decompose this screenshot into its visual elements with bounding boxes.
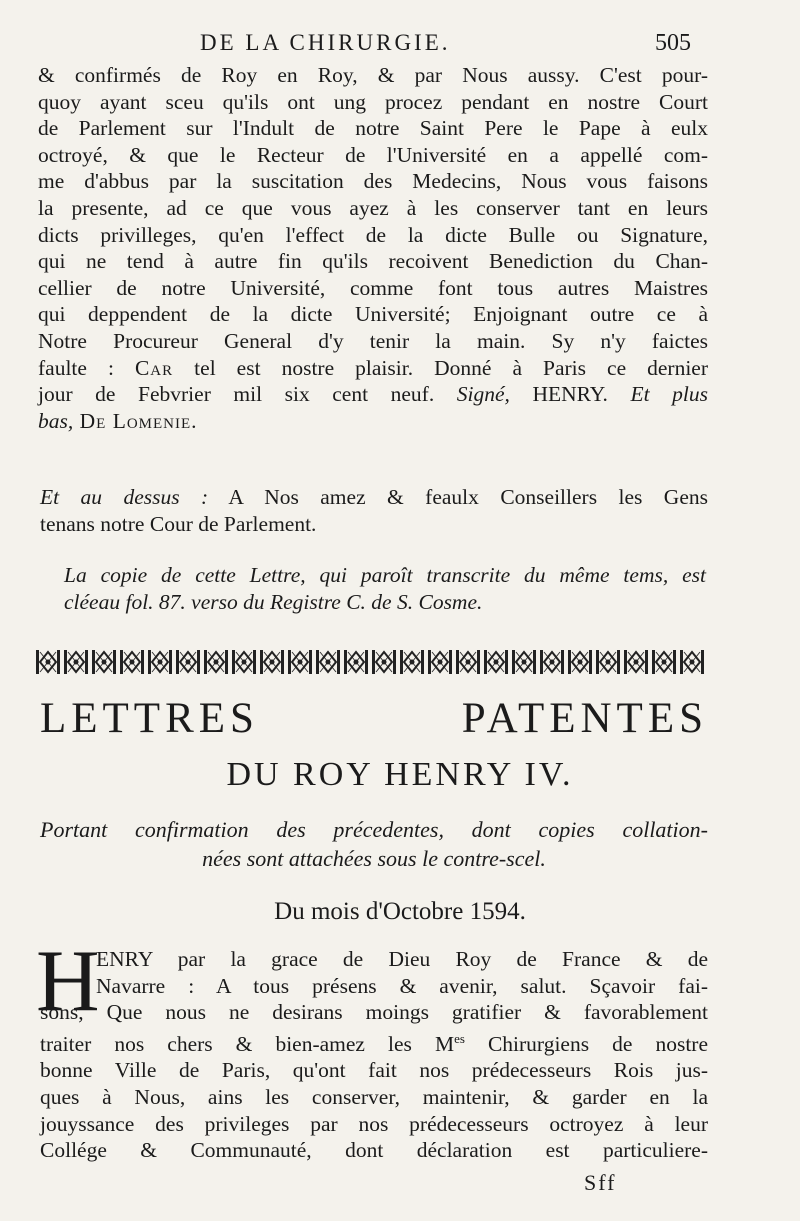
text-line: me d'abbus par la suscitation des Medecins, Nous vous faisons xyxy=(38,169,708,194)
ornament-pattern xyxy=(36,650,704,674)
title-summary xyxy=(40,815,708,873)
fleuron-icon xyxy=(176,650,200,674)
fleuron-icon xyxy=(624,650,648,674)
section-subtitle: DU ROY HENRY IV. xyxy=(226,756,574,793)
et-plus-words: Et plus xyxy=(630,382,708,407)
fleuron-icon xyxy=(36,650,60,674)
signatory-henry: HENRY. xyxy=(509,382,631,407)
text-line: La copie de cette Lettre, qui paroît transcrite du même tems, est xyxy=(64,563,706,587)
text-line: qui ne tend à autre fin qu'ils recoivent Benediction du Chan- xyxy=(38,249,708,274)
text-line: jouyssance des privileges par nos prédecesseurs octroyez à leur xyxy=(40,1111,708,1136)
section-title: LETTRES PATENTES xyxy=(40,695,708,742)
page-number: 505 xyxy=(655,30,691,56)
text-line: de Parlement sur l'Indult de notre Saint Pere le Pape à eulx xyxy=(38,116,708,141)
fleuron-icon xyxy=(680,650,704,674)
signe-word: Signé, xyxy=(456,382,510,407)
text-fragment: Chirurgiens de nostre xyxy=(464,1031,708,1056)
text-line: Portant confirmation des précedentes, dont copies collation- xyxy=(40,817,708,842)
fleuron-icon xyxy=(120,650,144,674)
text-fragment: faulte : xyxy=(38,355,135,380)
fleuron-icon xyxy=(372,650,396,674)
et-au-dessus-words: Et au dessus : xyxy=(40,485,209,509)
fleuron-icon xyxy=(484,650,508,674)
fleuron-icon xyxy=(260,650,284,674)
fleuron-icon xyxy=(288,650,312,674)
fleuron-icon xyxy=(204,650,228,674)
text-line xyxy=(38,381,708,408)
fleuron-icon xyxy=(652,650,676,674)
fleuron-icon xyxy=(92,650,116,674)
fleuron-icon xyxy=(512,650,536,674)
source-note xyxy=(64,562,706,615)
text-line: ENRY par la grace de Dieu Roy de France & de xyxy=(96,947,708,971)
text-line: sons, Que nous ne desirans moings gratifier & favorablement xyxy=(40,1000,708,1025)
fleuron-icon xyxy=(64,650,88,674)
text-line: quoy ayant sceu qu'ils ont ung procez pendant en nostre Court xyxy=(38,89,708,114)
fleuron-icon xyxy=(344,650,368,674)
text-line xyxy=(38,355,708,382)
text-line xyxy=(40,1026,708,1058)
text-line xyxy=(38,408,708,435)
text-line: cléeau fol. 87. verso du Registre C. de S. Cosme. xyxy=(64,589,483,614)
text-line: Collége & Communauté, dont déclaration est particuliere- xyxy=(40,1138,708,1163)
text-line: dicts privilleges, qu'en l'effect de la dicte Bulle ou Signature, xyxy=(38,222,708,247)
superscript: es xyxy=(454,1030,465,1046)
signatory-lomenie: De Lomenie. xyxy=(73,408,198,433)
car-word: Car xyxy=(134,355,174,380)
text-fragment: tel est nostre plaisir. Donné à Paris ce dernier xyxy=(173,355,709,380)
fleuron-icon xyxy=(400,650,424,674)
paragraph-henry-letters xyxy=(40,946,708,1164)
text-line: octroyé, & que le Recteur de l'Université en a appellé com- xyxy=(38,142,708,167)
fleuron-icon xyxy=(568,650,592,674)
text-fragment: A Nos amez & feaulx Conseillers les Gens xyxy=(208,485,708,509)
text-line: tenans notre Cour de Parlement. xyxy=(40,511,317,536)
text-line: & confirmés de Roy en Roy, & par Nous aussy. C'est pour- xyxy=(38,63,708,87)
text-line: cellier de notre Université, comme font tous autres Maistres xyxy=(38,275,708,300)
text-line: ques à Nous, ains les conserver, maintenir, & garder en la xyxy=(40,1084,708,1109)
paragraph-letter-end xyxy=(38,62,708,434)
text-line: qui deppendent de la dicte Université; Enjoignant outre ce à xyxy=(38,302,708,327)
date-line: Du mois d'Octobre 1594. xyxy=(274,898,526,925)
text-line: Navarre : A tous présens & avenir, salut. Sçavoir fai- xyxy=(96,973,708,998)
text-line: la presente, ad ce que vous ayez à les conserver tant en leurs xyxy=(38,195,708,220)
text-line xyxy=(40,484,708,511)
paragraph-address xyxy=(40,484,708,537)
drop-cap: H xyxy=(36,933,100,1030)
text-line: bonne Ville de Paris, qu'ont fait nos prédecesseurs Rois jus- xyxy=(40,1058,708,1083)
fleuron-icon xyxy=(232,650,256,674)
ornament-band xyxy=(34,648,708,676)
running-title: DE LA CHIRURGIE. xyxy=(200,30,451,55)
signature-mark: Sff xyxy=(584,1170,617,1195)
text-line: nées sont attachées sous le contre-scel. xyxy=(202,846,546,871)
text-line: Notre Procureur General d'y tenir la main. Sy n'y faictes xyxy=(38,328,708,353)
fleuron-icon xyxy=(148,650,172,674)
text-fragment: traiter nos chers & bien-amez les M xyxy=(40,1031,455,1056)
fleuron-icon xyxy=(428,650,452,674)
fleuron-icon xyxy=(456,650,480,674)
text-fragment: jour de Febvrier mil six cent neuf. xyxy=(38,382,457,407)
bas-word: bas, xyxy=(38,408,74,433)
fleuron-icon xyxy=(540,650,564,674)
fleuron-icon xyxy=(596,650,620,674)
fleuron-icon xyxy=(316,650,340,674)
